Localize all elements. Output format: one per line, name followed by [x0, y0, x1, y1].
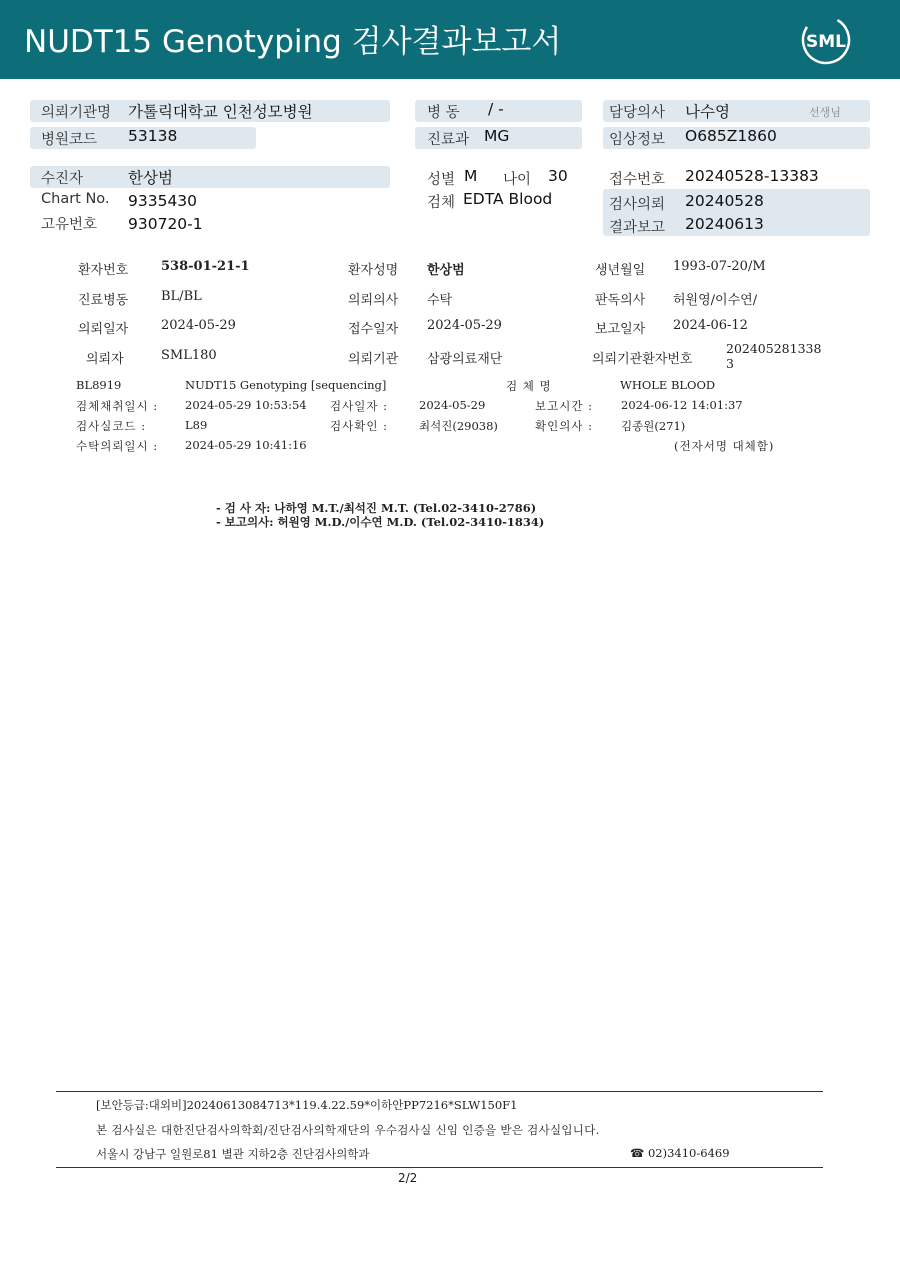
footer-security: [보안등급:대외비]20240613084713*119.4.22.59*이하안PP7216*SLW150F1: [96, 1098, 518, 1112]
report-value: 20240613: [685, 215, 764, 233]
institution-value: 가톨릭대학교 인천성모병원: [128, 103, 313, 121]
chart-label: Chart No.: [41, 191, 110, 207]
hospital-code-label: 병원코드: [41, 132, 98, 148]
clinical-label: 임상정보: [609, 132, 666, 148]
specimen-value: EDTA Blood: [463, 190, 553, 208]
logo-text: SML: [806, 32, 846, 52]
footer-cert: 본 검사실은 대한진단검사의학회/진단검사의학재단의 우수검사실 신임 인증을 받은 검사실입니다.: [96, 1123, 600, 1137]
detail-reqinst-label: 의뢰기관: [348, 352, 399, 367]
detail-dob-value: 1993-07-20/M: [673, 259, 766, 274]
clinical-value: O685Z1860: [685, 127, 777, 145]
doctor-value: 나수영: [685, 103, 730, 121]
test-specimen-label: 검 체 명: [506, 379, 552, 393]
detail-repdate-label: 보고일자: [595, 322, 646, 337]
footer-address: 서울시 강남구 일원로81 별관 지하2층 진단검사의학과: [96, 1147, 370, 1161]
detail-rcvdate-value: 2024-05-29: [427, 318, 502, 333]
detail-pid-label: 환자번호: [78, 263, 129, 278]
test-code: BL8919: [76, 378, 122, 392]
detail-dob-label: 생년월일: [595, 263, 646, 278]
detail-instpid-value-2: 3: [726, 356, 734, 371]
sex-value: M: [464, 167, 478, 185]
chart-value: 9335430: [128, 192, 198, 210]
receipt-value: 20240528-13383: [685, 167, 819, 185]
test-name: NUDT15 Genotyping [sequencing]: [185, 378, 387, 392]
sml-logo-icon: [800, 14, 852, 66]
dept-label: 진료과: [427, 132, 470, 148]
patient-label: 수진자: [41, 171, 84, 187]
verify-label: 확인의사 :: [535, 419, 593, 433]
institution-label: 의뢰기관명: [41, 105, 112, 121]
detail-readdoc-label: 판독의사: [595, 293, 646, 308]
collect-label: 검체채취일시 :: [76, 399, 159, 413]
staff-line-2: - 보고의사: 허원영 M.D./이수연 M.D. (Tel.02-3410-1834): [216, 515, 545, 529]
detail-reqinst-value: 삼광의료재단: [427, 352, 503, 367]
request-value: 20240528: [685, 192, 764, 210]
confirm-label: 검사확인 :: [330, 419, 388, 433]
sex-label: 성별: [427, 172, 456, 188]
specimen-label: 검체: [427, 195, 456, 211]
testdate-label: 검사일자 :: [330, 399, 388, 413]
detail-pname-value: 한상범: [427, 263, 465, 278]
detail-reqdoc-label: 의뢰의사: [348, 293, 399, 308]
detail-reqdoc-value: 수탁: [427, 293, 453, 308]
request-label: 검사의뢰: [609, 197, 666, 213]
doctor-suffix: 선생님: [809, 106, 841, 119]
testdate-value: 2024-05-29: [419, 398, 486, 412]
patient-box: [30, 166, 390, 188]
report-title: NUDT15 Genotyping 검사결과보고서: [24, 24, 562, 60]
labcode-value: L89: [185, 418, 208, 432]
age-label: 나이: [503, 172, 532, 188]
detail-reqdate-label: 의뢰일자: [78, 322, 129, 337]
detail-rcvdate-label: 접수일자: [348, 322, 399, 337]
confirm-value: 최석진(29038): [419, 419, 498, 433]
collect-value: 2024-05-29 10:53:54: [185, 398, 307, 412]
footer-bottom-rule: [56, 1167, 823, 1168]
patient-value: 한상범: [128, 169, 173, 187]
test-specimen-value: WHOLE BLOOD: [620, 378, 716, 392]
outsource-label: 수탁의뢰일시 :: [76, 439, 159, 453]
unique-value: 930720-1: [128, 215, 203, 233]
staff-line-1: - 검 사 자: 나하영 M.T./최석진 M.T. (Tel.02-3410-2786): [216, 501, 537, 515]
ward-value: / -: [488, 100, 504, 118]
labcode-label: 검사실코드 :: [76, 419, 147, 433]
reporttime-label: 보고시간 :: [535, 399, 593, 413]
detail-ward-label: 진료병동: [78, 293, 129, 308]
dept-value: MG: [484, 127, 510, 145]
footer-top-rule: [56, 1091, 823, 1092]
detail-requester-value: SML180: [161, 348, 217, 363]
report-label: 결과보고: [609, 220, 666, 236]
ward-label: 병 동: [427, 105, 460, 121]
outsource-value: 2024-05-29 10:41:16: [185, 438, 307, 452]
detail-repdate-value: 2024-06-12: [673, 318, 748, 333]
detail-pname-label: 환자성명: [348, 263, 399, 278]
detail-requester-label: 의뢰자: [86, 352, 124, 367]
esign-note: (전자서명 대체함): [674, 439, 775, 453]
detail-pid-value: 538-01-21-1: [161, 259, 250, 274]
detail-ward-value: BL/BL: [161, 289, 202, 304]
verify-value: 김종원(271): [621, 419, 686, 433]
doctor-label: 담당의사: [609, 105, 666, 121]
unique-label: 고유번호: [41, 217, 98, 233]
reporttime-value: 2024-06-12 14:01:37: [621, 398, 743, 412]
hospital-code-value: 53138: [128, 127, 178, 145]
detail-readdoc-value: 허원영/이수연/: [673, 293, 758, 308]
detail-reqdate-value: 2024-05-29: [161, 318, 236, 333]
page-number: 2/2: [398, 1171, 418, 1185]
footer-phone: ☎ 02)3410-6469: [630, 1146, 730, 1160]
age-value: 30: [548, 167, 568, 185]
detail-instpid-label: 의뢰기관환자번호: [592, 352, 693, 367]
detail-instpid-value-1: 202405281338: [726, 341, 822, 356]
receipt-label: 접수번호: [609, 172, 666, 188]
report-header: [0, 0, 900, 79]
